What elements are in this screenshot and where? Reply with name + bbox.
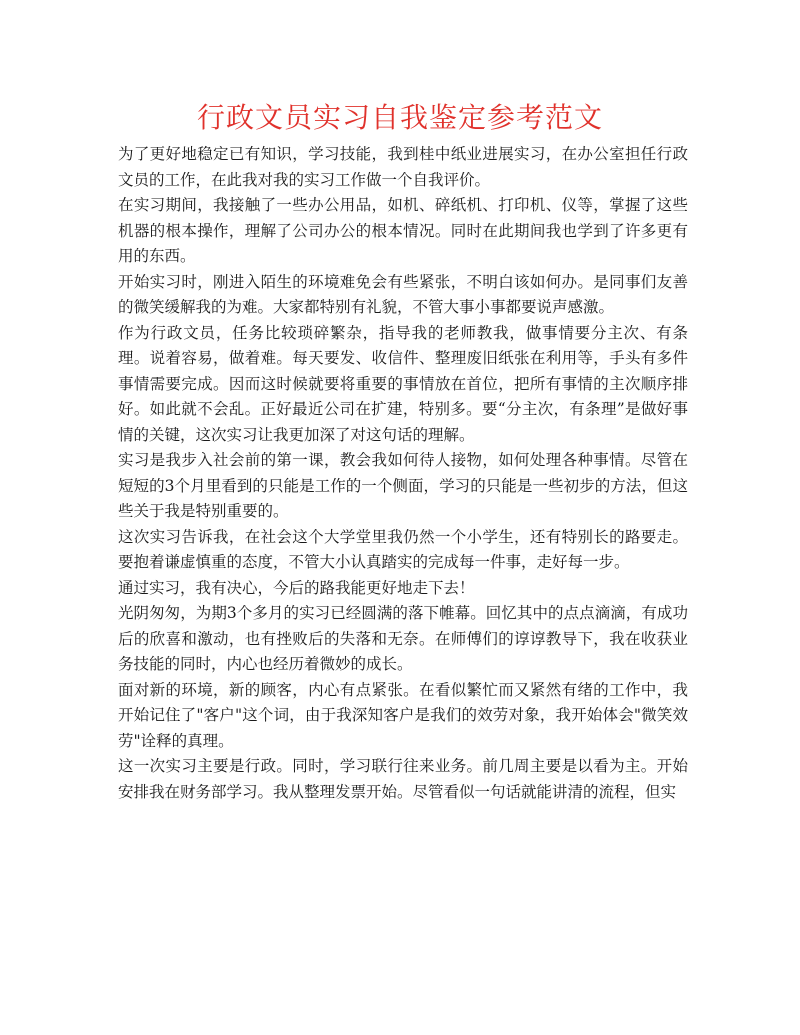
paragraph: 这一次实习主要是行政。同时，学习联行往来业务。前几周主要是以看为主。开始安排我在财务部学习。我从整理发票开始。尽管看似一句话就能讲清的流程，但实	[118, 757, 688, 801]
paragraph: 这次实习告诉我，在社会这个大学堂里我仍然一个小学生，还有特别长的路要走。要抱着谦虚慎重的态度，不管大小认真踏实的完成每一件事，走好每一步。	[118, 527, 688, 571]
paragraph: 在实习期间，我接触了一些办公用品，如机、碎纸机、打印机、仪等，掌握了这些机器的根本操作，理解了公司办公的根本情况。同时在此期间我也学到了许多更有用的东西。	[118, 196, 688, 265]
paragraph: 面对新的环境，新的顾客，内心有点紧张。在看似繁忙而又紧然有绪的工作中，我开始记住了"客户"这个词，由于我深知客户是我们的效劳对象，我开始体会"微笑效劳"诠释的真理。	[118, 680, 688, 750]
paragraph: 作为行政文员，任务比较琐碎繁杂，指导我的老师教我，做事情要分主次、有条理。说着容易，做着难。每天要发、收信件、整理废旧纸张在利用等，手头有多件事情需要完成。因而这时候就要将重要的事情放在首位，把所有事情的主次顺序排好。如此就不会乱。正好最近公司在扩建，特别多。要“分主次，有条理”是做好事情的关键，这次实习让我更加深了对这句话的理解。	[118, 323, 688, 444]
paragraph: 光阴匆匆，为期3个多月的实习已经圆满的落下帷幕。回忆其中的点点滴滴，有成功后的欣喜和激动，也有挫败后的失落和无奈。在师傅们的谆谆教导下，我在收获业务技能的同时，内心也经历着微妙的成长。	[118, 604, 688, 673]
paragraph: 为了更好地稳定已有知识，学习技能，我到桂中纸业进展实习，在办公室担任行政文员的工作，在此我对我的实习工作做一个自我评价。	[118, 145, 688, 189]
paragraph: 实习是我步入社会前的第一课，教会我如何待人接物，如何处理各种事情。尽管在短短的3个月里看到的只能是工作的一个侧面，学习的只能是一些初步的方法，但这些关于我是特别重要的。	[118, 451, 688, 520]
document-title: 行政文员实习自我鉴定参考范文	[196, 101, 603, 134]
paragraph: 通过实习，我有决心，今后的路我能更好地走下去！	[118, 578, 475, 597]
document-body	[118, 142, 688, 805]
paragraph: 开始实习时，刚进入陌生的环境难免会有些紧张，不明白该如何办。是同事们友善的微笑缓解我的为难。大家都特别有礼貌，不管大事小事都要说声感激。	[118, 272, 688, 316]
